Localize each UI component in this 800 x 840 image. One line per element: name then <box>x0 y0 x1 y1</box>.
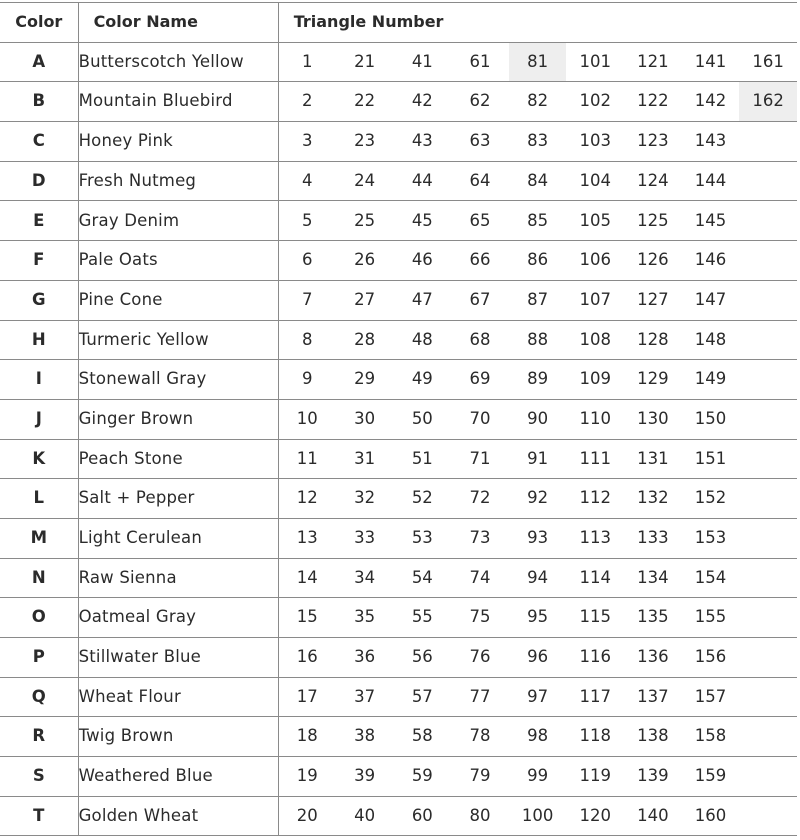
triangle-number-cell: 138 <box>624 717 682 757</box>
triangle-number-cell: 25 <box>336 201 394 241</box>
triangle-number-cell: 5 <box>278 201 336 241</box>
triangle-number-cell: 33 <box>336 518 394 558</box>
table-row <box>0 757 797 797</box>
triangle-number-cell: 93 <box>509 518 567 558</box>
color-name-cell: Gray Denim <box>78 201 278 241</box>
color-code-cell: Q <box>0 677 78 717</box>
triangle-number-cell: 40 <box>336 796 394 836</box>
triangle-number-cell: 84 <box>509 161 567 201</box>
triangle-number-cell: 82 <box>509 82 567 122</box>
triangle-number-cell: 66 <box>451 241 509 281</box>
triangle-number-cell: 36 <box>336 638 394 678</box>
color-triangle-table <box>0 2 797 836</box>
triangle-number-cell: 140 <box>624 796 682 836</box>
triangle-number-cell: 90 <box>509 399 567 439</box>
triangle-number-cell <box>739 201 797 241</box>
triangle-number-cell: 34 <box>336 558 394 598</box>
triangle-number-cell <box>739 439 797 479</box>
table-row <box>0 796 797 836</box>
table-row <box>0 320 797 360</box>
triangle-number-cell: 122 <box>624 82 682 122</box>
color-code-cell: M <box>0 518 78 558</box>
triangle-number-cell: 123 <box>624 122 682 162</box>
triangle-number-cell: 72 <box>451 479 509 519</box>
triangle-number-cell: 73 <box>451 518 509 558</box>
triangle-number-cell: 127 <box>624 280 682 320</box>
triangle-number-cell <box>739 796 797 836</box>
triangle-number-cell: 79 <box>451 757 509 797</box>
triangle-number-cell: 49 <box>394 360 452 400</box>
triangle-number-cell: 80 <box>451 796 509 836</box>
triangle-number-cell: 57 <box>394 677 452 717</box>
triangle-number-cell: 3 <box>278 122 336 162</box>
triangle-number-cell: 147 <box>682 280 740 320</box>
triangle-number-cell: 146 <box>682 241 740 281</box>
triangle-number-cell: 100 <box>509 796 567 836</box>
triangle-number-cell <box>739 638 797 678</box>
triangle-number-cell: 119 <box>566 757 624 797</box>
color-code-cell: C <box>0 122 78 162</box>
triangle-number-cell <box>739 677 797 717</box>
color-name-cell: Golden Wheat <box>78 796 278 836</box>
color-name-cell: Stillwater Blue <box>78 638 278 678</box>
triangle-number-cell: 144 <box>682 161 740 201</box>
triangle-number-cell: 67 <box>451 280 509 320</box>
triangle-number-cell: 154 <box>682 558 740 598</box>
triangle-number-cell: 14 <box>278 558 336 598</box>
triangle-number-cell: 110 <box>566 399 624 439</box>
color-name-cell: Oatmeal Gray <box>78 598 278 638</box>
triangle-number-cell: 136 <box>624 638 682 678</box>
table-row <box>0 479 797 519</box>
triangle-number-cell: 135 <box>624 598 682 638</box>
triangle-number-cell <box>739 518 797 558</box>
color-code-cell: I <box>0 360 78 400</box>
table-row <box>0 439 797 479</box>
header-row <box>0 3 797 43</box>
triangle-number-cell: 145 <box>682 201 740 241</box>
triangle-number-cell: 44 <box>394 161 452 201</box>
table-row <box>0 638 797 678</box>
triangle-number-cell: 131 <box>624 439 682 479</box>
triangle-number-cell: 129 <box>624 360 682 400</box>
triangle-number-cell: 27 <box>336 280 394 320</box>
triangle-number-cell <box>739 598 797 638</box>
triangle-number-cell: 96 <box>509 638 567 678</box>
triangle-number-cell: 109 <box>566 360 624 400</box>
triangle-number-cell: 158 <box>682 717 740 757</box>
triangle-number-cell: 41 <box>394 42 452 82</box>
triangle-number-cell: 21 <box>336 42 394 82</box>
triangle-number-cell: 46 <box>394 241 452 281</box>
triangle-number-cell: 141 <box>682 42 740 82</box>
triangle-number-cell: 151 <box>682 439 740 479</box>
triangle-number-cell <box>739 757 797 797</box>
triangle-number-cell: 68 <box>451 320 509 360</box>
triangle-number-cell: 125 <box>624 201 682 241</box>
triangle-number-cell <box>739 558 797 598</box>
table-row <box>0 558 797 598</box>
triangle-number-cell: 16 <box>278 638 336 678</box>
color-code-cell: A <box>0 42 78 82</box>
triangle-number-cell: 120 <box>566 796 624 836</box>
triangle-number-cell: 1 <box>278 42 336 82</box>
triangle-number-cell: 70 <box>451 399 509 439</box>
color-name-cell: Salt + Pepper <box>78 479 278 519</box>
triangle-number-cell: 116 <box>566 638 624 678</box>
triangle-number-cell <box>739 717 797 757</box>
table-row <box>0 717 797 757</box>
triangle-number-cell: 162 <box>739 82 797 122</box>
color-name-cell: Wheat Flour <box>78 677 278 717</box>
triangle-number-cell: 26 <box>336 241 394 281</box>
color-code-cell: E <box>0 201 78 241</box>
triangle-number-cell <box>739 122 797 162</box>
triangle-number-cell: 74 <box>451 558 509 598</box>
header-color: Color <box>0 3 78 43</box>
table-row <box>0 201 797 241</box>
color-code-cell: D <box>0 161 78 201</box>
triangle-number-cell: 92 <box>509 479 567 519</box>
triangle-number-cell: 31 <box>336 439 394 479</box>
color-code-cell: K <box>0 439 78 479</box>
triangle-number-cell: 4 <box>278 161 336 201</box>
triangle-number-cell: 29 <box>336 360 394 400</box>
color-code-cell: O <box>0 598 78 638</box>
triangle-number-cell: 75 <box>451 598 509 638</box>
triangle-number-cell: 24 <box>336 161 394 201</box>
triangle-number-cell: 105 <box>566 201 624 241</box>
color-code-cell: G <box>0 280 78 320</box>
triangle-number-cell: 99 <box>509 757 567 797</box>
triangle-number-cell: 37 <box>336 677 394 717</box>
triangle-number-cell: 55 <box>394 598 452 638</box>
triangle-number-cell: 65 <box>451 201 509 241</box>
triangle-number-cell: 104 <box>566 161 624 201</box>
triangle-number-cell: 126 <box>624 241 682 281</box>
color-code-cell: H <box>0 320 78 360</box>
color-name-cell: Butterscotch Yellow <box>78 42 278 82</box>
table-row <box>0 598 797 638</box>
triangle-number-cell: 149 <box>682 360 740 400</box>
triangle-number-cell: 78 <box>451 717 509 757</box>
triangle-number-cell: 143 <box>682 122 740 162</box>
triangle-number-cell: 130 <box>624 399 682 439</box>
triangle-number-cell: 77 <box>451 677 509 717</box>
table-row <box>0 360 797 400</box>
triangle-number-cell: 137 <box>624 677 682 717</box>
header-color-name: Color Name <box>78 3 278 43</box>
triangle-number-cell: 13 <box>278 518 336 558</box>
triangle-number-cell: 2 <box>278 82 336 122</box>
triangle-number-cell: 61 <box>451 42 509 82</box>
color-code-cell: N <box>0 558 78 598</box>
table-body <box>0 42 797 836</box>
triangle-number-cell: 134 <box>624 558 682 598</box>
triangle-number-cell: 86 <box>509 241 567 281</box>
triangle-number-cell <box>739 320 797 360</box>
triangle-number-cell: 83 <box>509 122 567 162</box>
triangle-number-cell: 161 <box>739 42 797 82</box>
triangle-number-cell: 98 <box>509 717 567 757</box>
triangle-number-cell: 150 <box>682 399 740 439</box>
triangle-number-cell: 51 <box>394 439 452 479</box>
triangle-number-cell: 47 <box>394 280 452 320</box>
table-row <box>0 82 797 122</box>
triangle-number-cell: 32 <box>336 479 394 519</box>
triangle-number-cell: 54 <box>394 558 452 598</box>
triangle-number-cell: 153 <box>682 518 740 558</box>
color-name-cell: Fresh Nutmeg <box>78 161 278 201</box>
triangle-number-cell: 42 <box>394 82 452 122</box>
triangle-number-cell: 12 <box>278 479 336 519</box>
triangle-number-cell: 59 <box>394 757 452 797</box>
triangle-number-cell: 159 <box>682 757 740 797</box>
triangle-number-cell: 115 <box>566 598 624 638</box>
table-row <box>0 677 797 717</box>
triangle-number-cell: 48 <box>394 320 452 360</box>
triangle-number-cell: 9 <box>278 360 336 400</box>
color-code-cell: P <box>0 638 78 678</box>
triangle-number-cell <box>739 241 797 281</box>
color-code-cell: F <box>0 241 78 281</box>
triangle-number-cell: 56 <box>394 638 452 678</box>
color-name-cell: Pine Cone <box>78 280 278 320</box>
triangle-number-cell: 94 <box>509 558 567 598</box>
triangle-number-cell: 43 <box>394 122 452 162</box>
triangle-number-cell: 60 <box>394 796 452 836</box>
table-row <box>0 122 797 162</box>
triangle-number-cell: 45 <box>394 201 452 241</box>
color-code-cell: J <box>0 399 78 439</box>
table-row <box>0 399 797 439</box>
color-code-cell: B <box>0 82 78 122</box>
triangle-number-cell: 117 <box>566 677 624 717</box>
triangle-number-cell: 160 <box>682 796 740 836</box>
triangle-number-cell: 113 <box>566 518 624 558</box>
triangle-number-cell: 87 <box>509 280 567 320</box>
color-name-cell: Honey Pink <box>78 122 278 162</box>
triangle-number-cell <box>739 479 797 519</box>
triangle-number-cell: 124 <box>624 161 682 201</box>
color-code-cell: S <box>0 757 78 797</box>
color-name-cell: Twig Brown <box>78 717 278 757</box>
triangle-number-cell: 118 <box>566 717 624 757</box>
triangle-number-cell: 58 <box>394 717 452 757</box>
table-row <box>0 161 797 201</box>
table-row <box>0 42 797 82</box>
triangle-number-cell: 157 <box>682 677 740 717</box>
color-name-cell: Weathered Blue <box>78 757 278 797</box>
color-code-cell: T <box>0 796 78 836</box>
triangle-number-cell: 11 <box>278 439 336 479</box>
triangle-number-cell: 35 <box>336 598 394 638</box>
triangle-number-cell: 152 <box>682 479 740 519</box>
triangle-number-cell: 121 <box>624 42 682 82</box>
triangle-number-cell: 133 <box>624 518 682 558</box>
triangle-number-cell: 18 <box>278 717 336 757</box>
color-name-cell: Ginger Brown <box>78 399 278 439</box>
table-row <box>0 280 797 320</box>
color-name-cell: Pale Oats <box>78 241 278 281</box>
triangle-number-cell: 53 <box>394 518 452 558</box>
triangle-number-cell: 139 <box>624 757 682 797</box>
triangle-number-cell <box>739 280 797 320</box>
triangle-number-cell: 88 <box>509 320 567 360</box>
triangle-number-cell: 39 <box>336 757 394 797</box>
triangle-number-cell: 107 <box>566 280 624 320</box>
triangle-number-cell: 128 <box>624 320 682 360</box>
triangle-number-cell: 132 <box>624 479 682 519</box>
triangle-number-cell: 62 <box>451 82 509 122</box>
triangle-number-cell <box>739 161 797 201</box>
header-triangle-number: Triangle Number <box>278 3 797 43</box>
triangle-number-cell: 10 <box>278 399 336 439</box>
triangle-number-cell: 148 <box>682 320 740 360</box>
triangle-number-cell: 63 <box>451 122 509 162</box>
triangle-number-cell: 101 <box>566 42 624 82</box>
triangle-number-cell: 38 <box>336 717 394 757</box>
color-name-cell: Mountain Bluebird <box>78 82 278 122</box>
triangle-number-cell: 108 <box>566 320 624 360</box>
triangle-number-cell: 102 <box>566 82 624 122</box>
triangle-number-cell: 85 <box>509 201 567 241</box>
triangle-number-cell: 23 <box>336 122 394 162</box>
table-row <box>0 241 797 281</box>
triangle-number-cell: 97 <box>509 677 567 717</box>
table-row <box>0 518 797 558</box>
triangle-number-cell: 64 <box>451 161 509 201</box>
triangle-number-cell: 76 <box>451 638 509 678</box>
triangle-number-cell: 7 <box>278 280 336 320</box>
color-name-cell: Turmeric Yellow <box>78 320 278 360</box>
triangle-number-cell <box>739 360 797 400</box>
triangle-number-cell: 91 <box>509 439 567 479</box>
color-name-cell: Stonewall Gray <box>78 360 278 400</box>
triangle-number-cell: 15 <box>278 598 336 638</box>
triangle-number-cell: 114 <box>566 558 624 598</box>
triangle-number-cell: 69 <box>451 360 509 400</box>
triangle-number-cell: 6 <box>278 241 336 281</box>
color-name-cell: Light Cerulean <box>78 518 278 558</box>
triangle-number-cell: 103 <box>566 122 624 162</box>
triangle-number-cell: 22 <box>336 82 394 122</box>
triangle-number-cell: 156 <box>682 638 740 678</box>
triangle-number-cell: 89 <box>509 360 567 400</box>
color-code-cell: L <box>0 479 78 519</box>
triangle-number-cell: 71 <box>451 439 509 479</box>
triangle-number-cell: 155 <box>682 598 740 638</box>
triangle-number-cell: 52 <box>394 479 452 519</box>
triangle-number-cell: 17 <box>278 677 336 717</box>
color-name-cell: Peach Stone <box>78 439 278 479</box>
triangle-number-cell: 142 <box>682 82 740 122</box>
triangle-number-cell: 111 <box>566 439 624 479</box>
triangle-number-cell: 50 <box>394 399 452 439</box>
triangle-number-cell: 81 <box>509 42 567 82</box>
triangle-number-cell: 20 <box>278 796 336 836</box>
triangle-number-cell: 8 <box>278 320 336 360</box>
triangle-number-cell <box>739 399 797 439</box>
triangle-number-cell: 112 <box>566 479 624 519</box>
triangle-number-cell: 28 <box>336 320 394 360</box>
color-name-cell: Raw Sienna <box>78 558 278 598</box>
triangle-number-cell: 19 <box>278 757 336 797</box>
triangle-number-cell: 106 <box>566 241 624 281</box>
triangle-number-cell: 95 <box>509 598 567 638</box>
triangle-number-cell: 30 <box>336 399 394 439</box>
color-code-cell: R <box>0 717 78 757</box>
